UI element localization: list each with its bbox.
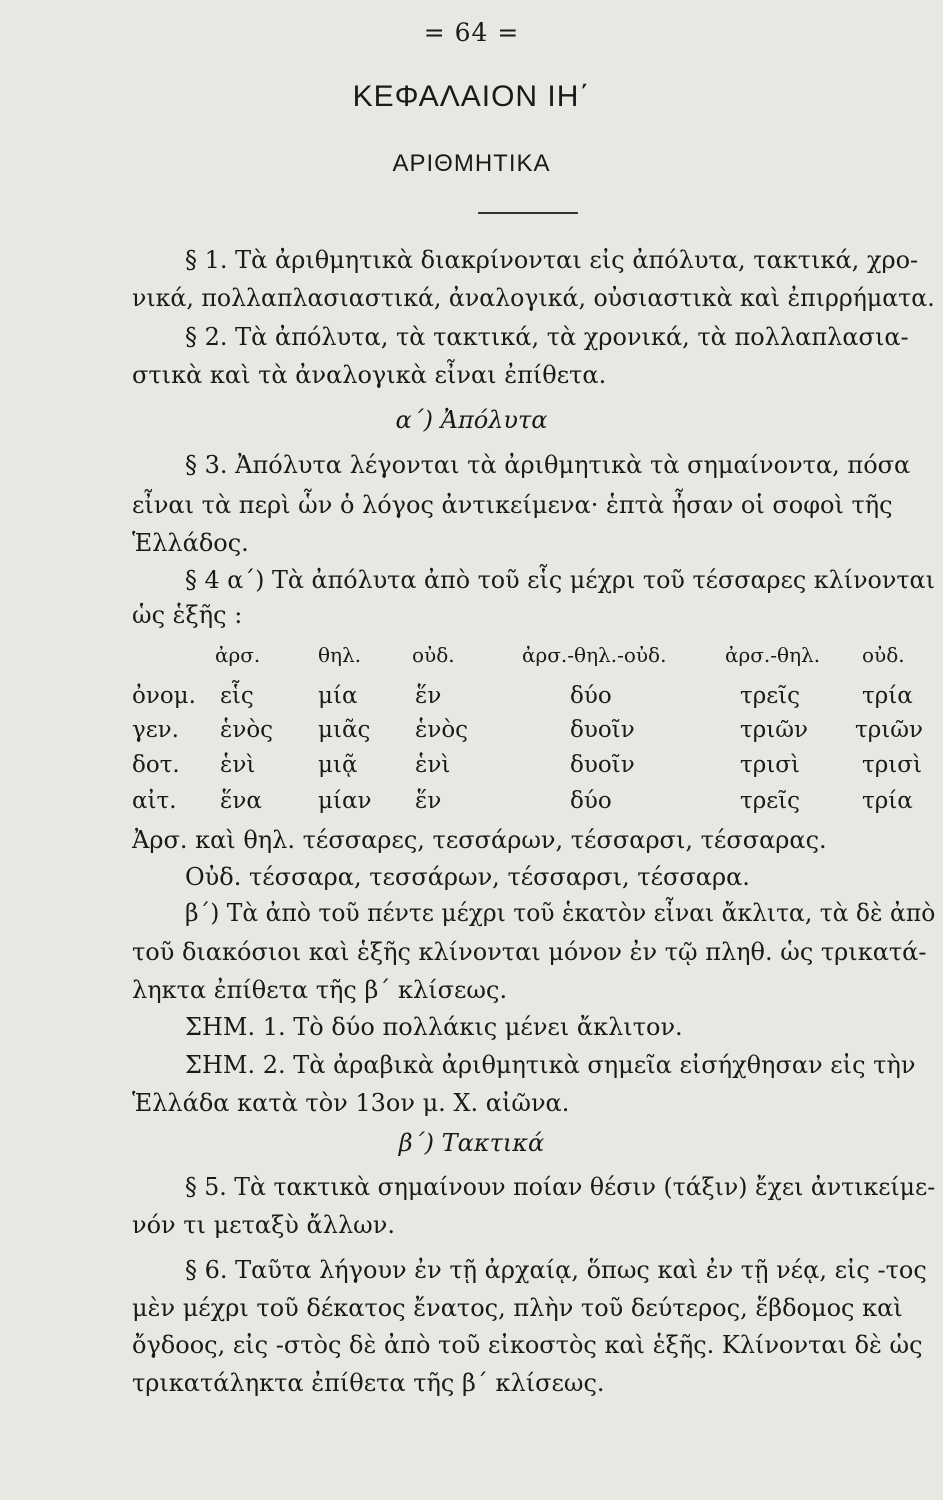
table-cell: ἑνὶ bbox=[220, 752, 256, 778]
text-line: Οὐδ. τέσσαρα, τεσσάρων, τέσσαρσι, τέσσαρα. bbox=[185, 863, 750, 891]
chapter-subtitle: ΑΡΙΘΜΗΤΙΚΑ bbox=[392, 150, 551, 177]
text-line: β΄) Τὰ ἀπὸ τοῦ πέντε μέχρι τοῦ ἑκατὸν εἶναι ἄκλιτα, τὰ δὲ ἀπὸ bbox=[185, 899, 936, 927]
table-cell: τρία bbox=[862, 683, 913, 709]
section-heading: α΄) Ἀπόλυτα bbox=[395, 406, 548, 434]
table-cell: γεν. bbox=[132, 717, 179, 743]
table-cell: ἑνὶ bbox=[415, 752, 451, 778]
table-cell: αἰτ. bbox=[132, 788, 177, 814]
table-header: οὐδ. bbox=[862, 643, 905, 667]
table-cell: τρεῖς bbox=[740, 788, 801, 814]
text-line: τοῦ διακόσιοι καὶ ἑξῆς κλίνονται μόνον ἐν τῷ πληθ. ὡς τρικατά- bbox=[132, 938, 927, 966]
text-line: § 2. Τὰ ἀπόλυτα, τὰ τακτικά, τὰ χρονικά, τὰ πολλαπλασια- bbox=[185, 323, 909, 351]
table-cell: ἕν bbox=[415, 788, 442, 814]
text-line: μὲν μέχρι τοῦ δέκατος ἔνατος, πλὴν τοῦ δεύτερος, ἕβδομος καὶ bbox=[132, 1294, 903, 1322]
table-cell: μιᾷ bbox=[318, 752, 358, 778]
table-cell: εἷς bbox=[220, 683, 254, 709]
table-cell: δυοῖν bbox=[570, 717, 635, 743]
text-line: Ἀρσ. καὶ θηλ. τέσσαρες, τεσσάρων, τέσσαρσι, τέσσαρας. bbox=[132, 826, 827, 854]
text-line: ληκτα ἐπίθετα τῆς β΄ κλίσεως. bbox=[132, 976, 508, 1004]
text-line: Ἑλλάδος. bbox=[132, 529, 249, 557]
table-cell: μίαν bbox=[318, 788, 372, 814]
text-line: Ἑλλάδα κατὰ τὸν 13ον μ. Χ. αἰῶνα. bbox=[132, 1089, 570, 1117]
table-cell: δυοῖν bbox=[570, 752, 635, 778]
table-cell: δοτ. bbox=[132, 752, 180, 778]
text-line: νικά, πολλαπλασιαστικά, ἀναλογικά, οὐσιαστικὰ καὶ ἐπιρρήματα. bbox=[132, 284, 935, 312]
text-line: § 3. Ἀπόλυτα λέγονται τὰ ἀριθμητικὰ τὰ σημαίνοντα, πόσα bbox=[185, 451, 911, 479]
table-cell: δύο bbox=[570, 683, 612, 709]
text-line: ὡς ἑξῆς : bbox=[132, 601, 243, 629]
table-cell: ἕνα bbox=[220, 788, 262, 814]
page-number: = 64 = bbox=[423, 18, 520, 47]
text-line: εἶναι τὰ περὶ ὧν ὁ λόγος ἀντικείμενα· ἑπτὰ ἦσαν οἱ σοφοὶ τῆς bbox=[132, 491, 893, 519]
table-cell: τρισὶ bbox=[862, 752, 922, 778]
text-line: § 6. Ταῦτα λήγουν ἐν τῇ ἀρχαίᾳ, ὅπως καὶ ἐν τῇ νέᾳ, εἰς -τος bbox=[185, 1256, 927, 1284]
text-line: ΣΗΜ. 1. Τὸ δύο πολλάκις μένει ἄκλιτον. bbox=[185, 1013, 683, 1041]
text-line: στικὰ καὶ τὰ ἀναλογικὰ εἶναι ἐπίθετα. bbox=[132, 361, 607, 389]
table-cell: τριῶν bbox=[855, 717, 924, 743]
table-cell: μιᾶς bbox=[318, 717, 371, 743]
text-line: § 4 α΄) Τὰ ἀπόλυτα ἀπὸ τοῦ εἷς μέχρι τοῦ τέσσαρες κλίνονται bbox=[185, 566, 935, 594]
text-line: ΣΗΜ. 2. Τὰ ἀραβικὰ ἀριθμητικὰ σημεῖα εἰσήχθησαν εἰς τὴν bbox=[185, 1051, 916, 1079]
text-line: ὄγδοος, εἰς -στὸς δὲ ἀπὸ τοῦ εἰκοστὸς καὶ ἑξῆς. Κλίνονται δὲ ὡς bbox=[132, 1331, 923, 1359]
section-heading: β΄) Τακτικά bbox=[398, 1129, 545, 1157]
text-line: § 5. Τὰ τακτικὰ σημαίνουν ποίαν θέσιν (τάξιν) ἔχει ἀντικείμε- bbox=[185, 1173, 936, 1201]
table-cell: τρισὶ bbox=[740, 752, 800, 778]
table-header: ἀρσ.-θηλ.-οὐδ. bbox=[522, 643, 667, 667]
table-cell: τρία bbox=[862, 788, 913, 814]
table-cell: ἕν bbox=[415, 683, 442, 709]
title-rule bbox=[478, 212, 578, 214]
table-cell: ἑνὸς bbox=[415, 717, 469, 743]
text-line: τρικατάληκτα ἐπίθετα τῆς β΄ κλίσεως. bbox=[132, 1369, 605, 1397]
table-header: θηλ. bbox=[318, 643, 362, 667]
table-header: οὐδ. bbox=[412, 643, 455, 667]
table-cell: ὀνομ. bbox=[132, 683, 196, 709]
text-line: § 1. Τὰ ἀριθμητικὰ διακρίνονται εἰς ἀπόλυτα, τακτικά, χρο- bbox=[185, 246, 919, 274]
chapter-title: ΚΕΦΑΛΑΙΟΝ ΙΗ΄ bbox=[352, 80, 591, 113]
table-cell: τριῶν bbox=[740, 717, 809, 743]
table-cell: τρεῖς bbox=[740, 683, 801, 709]
table-header: ἀρσ. bbox=[215, 643, 261, 667]
table-cell: ἑνὸς bbox=[220, 717, 274, 743]
text-line: νόν τι μεταξὺ ἄλλων. bbox=[132, 1211, 395, 1239]
table-cell: μία bbox=[318, 683, 358, 709]
table-cell: δύο bbox=[570, 788, 612, 814]
table-header: ἀρσ.-θηλ. bbox=[725, 643, 821, 667]
